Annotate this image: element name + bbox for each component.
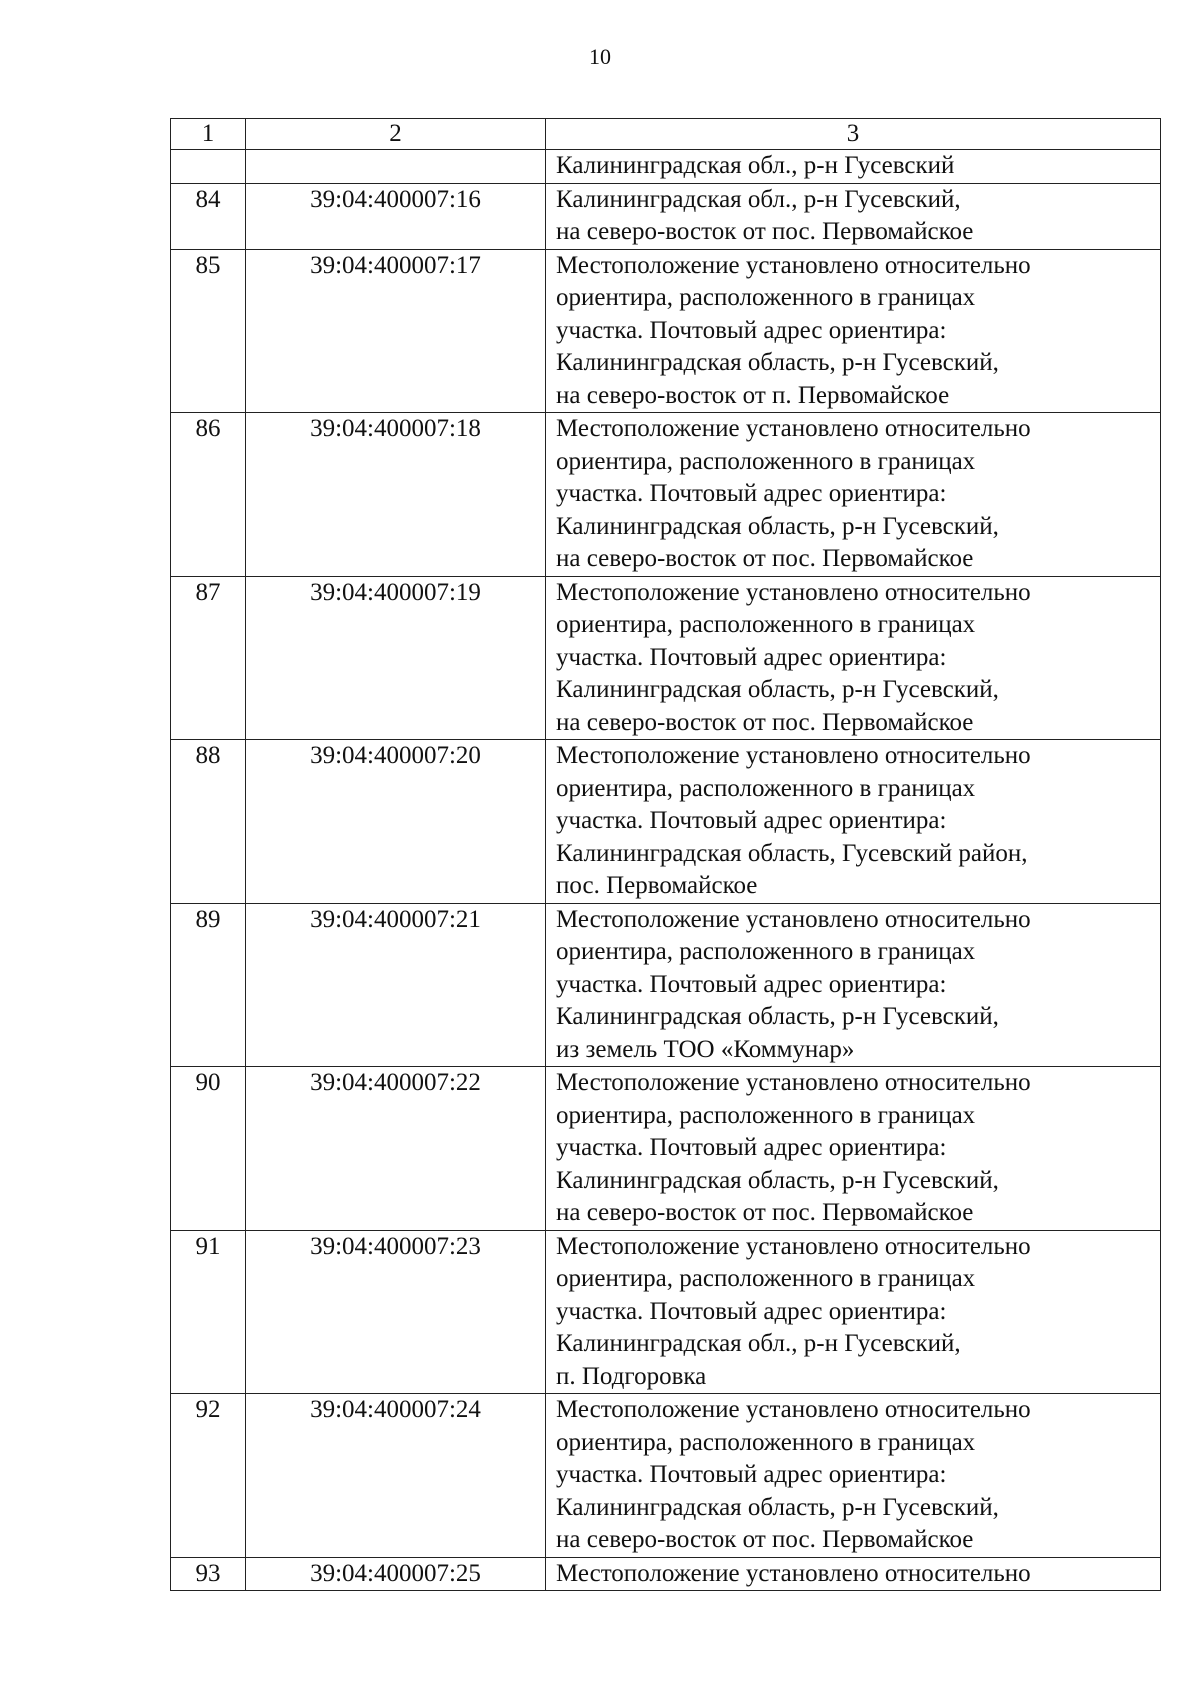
- column-header-2: 2: [246, 119, 546, 150]
- location-description: Местоположение установлено относительно ориентира, расположенного в границах участка. Почтовый адрес ориентира: Калининградская область, Гусевский район, пос. Первомайское: [546, 740, 1161, 904]
- row-number: 88: [171, 740, 246, 904]
- column-header-3: 3: [546, 119, 1161, 150]
- cadastral-number: 39:04:400007:24: [246, 1394, 546, 1558]
- table-row: [171, 903, 1161, 1067]
- location-description: Местоположение установлено относительно ориентира, расположенного в границах участка. Почтовый адрес ориентира: Калининградская область, р-н Гусевский, на северо-восток от пос. Первомайское: [546, 1394, 1161, 1558]
- location-description: Местоположение установлено относительно ориентира, расположенного в границах участка. Почтовый адрес ориентира: Калининградская область, р-н Гусевский, на северо-восток от пос. Первомайское: [546, 413, 1161, 577]
- row-number: [171, 150, 246, 184]
- cadastral-number: 39:04:400007:23: [246, 1230, 546, 1394]
- cadastral-number: [246, 150, 546, 184]
- row-number: 84: [171, 183, 246, 249]
- cadastral-number: 39:04:400007:18: [246, 413, 546, 577]
- cadastral-number: 39:04:400007:21: [246, 903, 546, 1067]
- table-row: [171, 183, 1161, 249]
- table-row: [171, 1557, 1161, 1591]
- location-description: Местоположение установлено относительно: [546, 1557, 1161, 1591]
- row-number: 91: [171, 1230, 246, 1394]
- cadastral-number: 39:04:400007:25: [246, 1557, 546, 1591]
- table-row: [171, 249, 1161, 413]
- row-number: 92: [171, 1394, 246, 1558]
- row-number: 93: [171, 1557, 246, 1591]
- parcel-table: [170, 118, 1161, 1591]
- table-row: [171, 740, 1161, 904]
- cadastral-number: 39:04:400007:19: [246, 576, 546, 740]
- cadastral-number: 39:04:400007:16: [246, 183, 546, 249]
- location-description: Калининградская обл., р-н Гусевский: [546, 150, 1161, 184]
- column-header-1: 1: [171, 119, 246, 150]
- table-row: [171, 150, 1161, 184]
- row-number: 89: [171, 903, 246, 1067]
- cadastral-number: 39:04:400007:20: [246, 740, 546, 904]
- page-number: 10: [589, 44, 611, 69]
- table-header-row: [171, 119, 1161, 150]
- row-number: 90: [171, 1067, 246, 1231]
- table-row: [171, 1394, 1161, 1558]
- location-description: Калининградская обл., р-н Гусевский, на северо-восток от пос. Первомайское: [546, 183, 1161, 249]
- table-row: [171, 1067, 1161, 1231]
- cadastral-number: 39:04:400007:17: [246, 249, 546, 413]
- location-description: Местоположение установлено относительно ориентира, расположенного в границах участка. Почтовый адрес ориентира: Калининградская область, р-н Гусевский, на северо-восток от п. Первомайское: [546, 249, 1161, 413]
- location-description: Местоположение установлено относительно ориентира, расположенного в границах участка. Почтовый адрес ориентира: Калининградская область, р-н Гусевский, из земель ТОО «Коммунар»: [546, 903, 1161, 1067]
- location-description: Местоположение установлено относительно ориентира, расположенного в границах участка. Почтовый адрес ориентира: Калининградская обл., р-н Гусевский, п. Подгоровка: [546, 1230, 1161, 1394]
- table-row: [171, 413, 1161, 577]
- table-row: [171, 1230, 1161, 1394]
- row-number: 85: [171, 249, 246, 413]
- location-description: Местоположение установлено относительно ориентира, расположенного в границах участка. Почтовый адрес ориентира: Калининградская область, р-н Гусевский, на северо-восток от пос. Первомайское: [546, 1067, 1161, 1231]
- table-row: [171, 576, 1161, 740]
- location-description: Местоположение установлено относительно ориентира, расположенного в границах участка. Почтовый адрес ориентира: Калининградская область, р-н Гусевский, на северо-восток от пос. Первомайское: [546, 576, 1161, 740]
- row-number: 86: [171, 413, 246, 577]
- cadastral-number: 39:04:400007:22: [246, 1067, 546, 1231]
- row-number: 87: [171, 576, 246, 740]
